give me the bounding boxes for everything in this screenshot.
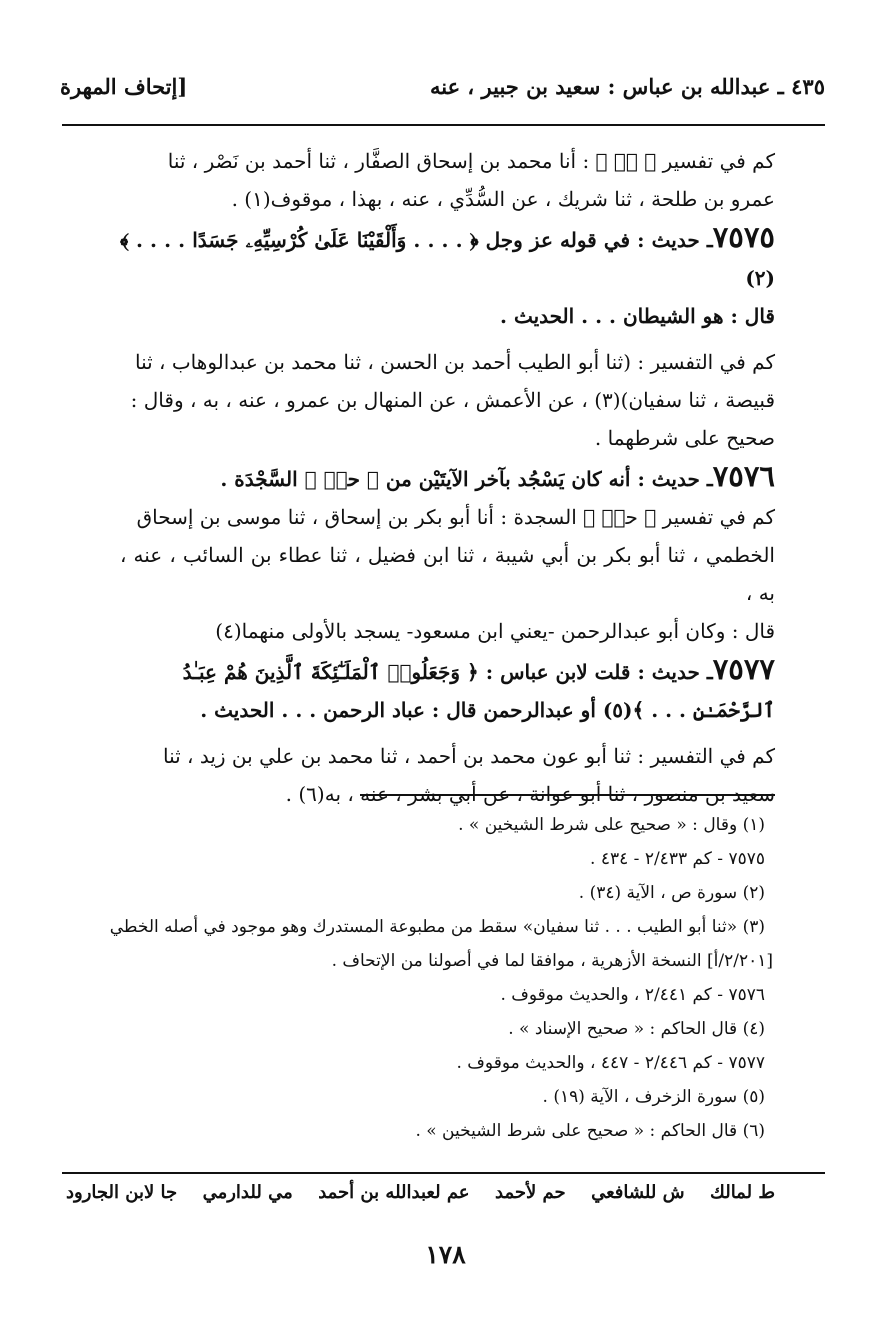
abbreviation: عم لعبدالله بن أحمد (318, 1182, 470, 1203)
abbreviation: حم لأحمد (495, 1182, 566, 1203)
chapter-heading: ٤٣٥ ـ عبدالله بن عباس : سعيد بن جبير ، عنه (430, 74, 825, 99)
hadith-heading (120, 218, 775, 297)
footnote-rule (360, 794, 775, 796)
footnote: (٣) «ثنا أبو الطيب . . . ثنا سفيان» سقط من مطبوعة المستدرك وهو موجود في أصله الخطي (109, 917, 765, 937)
text-line: قال : وكان أبو عبدالرحمن -يعني ابن مسعود- يسجد بالأولى منهما(٤) (215, 619, 775, 643)
footnote: ٧٥٧٦ - كم ٢/٤٤١ ، والحديث موقوف . (500, 985, 765, 1005)
hadith-heading (120, 457, 775, 498)
hadith-number: ٧٥٧٧ (712, 652, 775, 686)
hadith-number: ٧٥٧٥ (712, 220, 775, 254)
page-number: ١٧٨ (425, 1240, 466, 1269)
footnote: (١) وقال : « صحيح على شرط الشيخين » . (458, 815, 765, 835)
hadith-title: ـ حديث : في قوله عز وجل ﴿ . . . . وَأَلْقَيْنَا عَلَىٰ كُرْسِيِّهِۦ جَسَدًا . . . . ﴾(٢) (120, 228, 775, 290)
text-line: كم في تفسير ﴿ صۤ ﴾ : أنا محمد بن إسحاق الصفَّار ، ثنا أحمد بن نَصْر ، ثنا (167, 149, 775, 173)
text-line: صحيح على شرطهما . (594, 426, 775, 450)
text-line: كم في التفسير : (ثنا أبو الطيب أحمد بن الحسن ، ثنا محمد بن عبدالوهاب ، ثنا (134, 350, 775, 374)
abbreviation: جا لابن الجارود (66, 1182, 178, 1203)
text-line: الخطمي ، ثنا أبو بكر بن أبي شيبة ، ثنا ابن فضيل ، ثنا عطاء بن السائب ، عنه ، به ، (120, 543, 775, 605)
main-text (120, 142, 775, 813)
hadith-title-continued: قال : هو الشيطان . . . الحديث . (500, 304, 775, 328)
abbreviation-rule (62, 1172, 825, 1174)
footnote: (٦) قال الحاكم : « صحيح على شرط الشيخين » . (415, 1121, 765, 1141)
footnote: (٢) سورة ص ، الآية (٣٤) . (578, 883, 765, 903)
hadith-title-continued: ٱلرَّحْمَـٰنِ . . . ﴾(٥) أو عبدالرحمن قال : عباد الرحمن . . . الحديث . (200, 698, 775, 722)
book-title: [إتحاف المهرة (60, 74, 188, 99)
text-line: كم في تفسير ﴿ حمۤ ﴾ السجدة : أنا أبو بكر بن إسحاق ، ثنا موسى بن إسحاق (136, 505, 775, 529)
text-line: عمرو بن طلحة ، ثنا شريك ، عن السُّدِّي ، عنه ، بهذا ، موقوف(١) . (231, 187, 775, 211)
text-line: قبيصة ، ثنا سفيان)(٣) ، عن الأعمش ، عن المنهال بن عمرو ، عنه ، به ، وقال : (130, 388, 775, 412)
footnotes (61, 808, 773, 1148)
footnote: [٢/٢٠١/أ] النسخة الأزهرية ، موافقا لما في أصولنا من الإتحاف . (331, 951, 773, 971)
hadith-heading (120, 650, 775, 691)
footnote: (٤) قال الحاكم : « صحيح الإسناد » . (508, 1019, 765, 1039)
footnote: ٧٥٧٧ - كم ٢/٤٤٦ - ٤٤٧ ، والحديث موقوف . (456, 1053, 765, 1073)
abbreviation-key (66, 1182, 775, 1222)
running-header (60, 64, 825, 110)
text-line: كم في التفسير : ثنا أبو عون محمد بن أحمد ، ثنا محمد بن علي بن زيد ، ثنا (162, 744, 775, 768)
text-line: سعيد بن منصور ، ثنا أبو عوانة ، عن أبي بشر ، عنه ، به(٦) . (285, 782, 775, 806)
abbreviation: ط لمالك (710, 1182, 775, 1203)
footnote: (٥) سورة الزخرف ، الآية (١٩) . (542, 1087, 765, 1107)
header-rule (62, 124, 825, 126)
hadith-title: ـ حديث : أنه كان يَسْجُد بآخر الآيتَيْن من ﴿ حمۤ ﴾ السَّجْدَة . (220, 467, 713, 491)
hadith-title: ـ حديث : قلت لابن عباس : ﴿ وَجَعَلُوا۟ ٱلْمَلَـٰٓئِكَةَ ٱلَّذِينَ هُمْ عِبَـٰدُ (182, 660, 713, 684)
footnote: ٧٥٧٥ - كم ٢/٤٣٣ - ٤٣٤ . (590, 849, 765, 869)
hadith-number: ٧٥٧٦ (712, 459, 775, 493)
abbreviation: مي للدارمي (202, 1182, 293, 1203)
abbreviation: ش للشافعي (591, 1182, 685, 1203)
